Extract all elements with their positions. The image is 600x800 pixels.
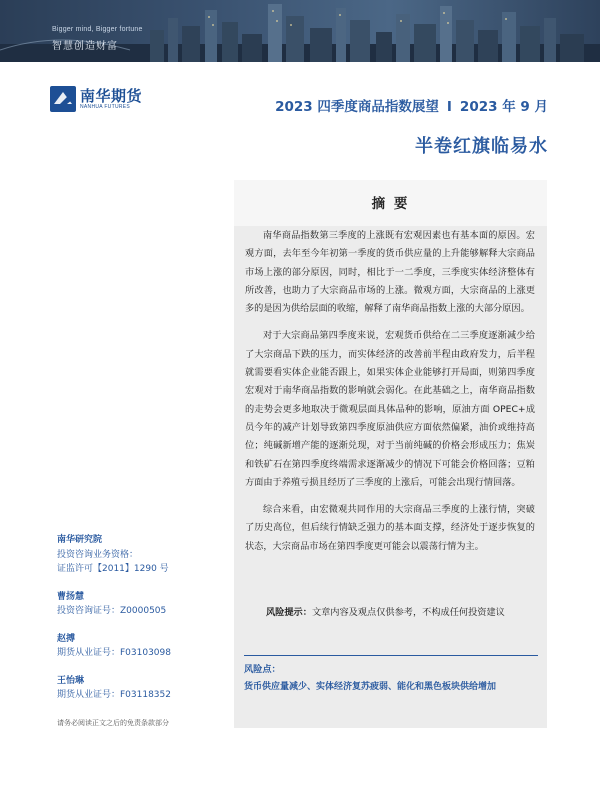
header-banner: [0, 0, 600, 62]
risk-tip: [266, 604, 505, 618]
slogan-en: Bigger mind, Bigger fortune: [52, 26, 143, 33]
company-logo: [50, 86, 142, 112]
author-block: [57, 674, 227, 703]
author-list: [57, 533, 227, 716]
author-name: 曹扬慧: [57, 591, 85, 602]
summary-paragraph: 对于大宗商品第四季度来说，宏观货币供给在二三季度逐渐减少给了大宗商品下跌的压力，而实体经济的改善前半程由政府发力，后半程就需要看实体企业能否跟上，如果实体企业能够打开局面，则第四季度宏观对于南华商品指数的影响就会弱化。在此基础之上，南华商品指数的走势会更多地取决于微观层面具体品种的影响，原油方面 OPEC+成员今年的减产计划导致第四季度原油供应方面依然偏紧，油价或维持高位；纯碱新增产能的逐渐兑现，对于当前纯碱的价格会形成压力；焦炭和铁矿石在第四季度终端需求逐渐减少的情况下可能会价格回落；豆粕方面由于养殖亏损且经历了三季度的上涨后，可能会出现行情回落。: [245, 330, 535, 488]
author-credential: 期货从业证号：F03103098: [57, 648, 171, 658]
report-date: 2023 年 9 月: [459, 99, 548, 115]
author-block: [57, 533, 227, 577]
author-block: [57, 590, 227, 619]
slogan-cn: 智慧创造财富: [52, 41, 118, 52]
logo-name-cn: 南华期货: [80, 87, 143, 105]
summary-body: [245, 227, 535, 565]
risk-point-label: 风险点：: [244, 664, 281, 675]
summary-header: [234, 180, 547, 226]
author-credential: 投资咨询证号：Z0000505: [57, 606, 167, 616]
report-title: 2023 四季度商品指数展望: [275, 99, 439, 115]
author-name: 王怡琳: [57, 675, 85, 686]
risk-tip-label: 风险提示：: [266, 607, 312, 618]
summary-paragraph: 综合来看，由宏微观共同作用的大宗商品三季度的上涨行情，突破了历史高位，但后续行情缺乏强力的基本面支撑，经济处于逐步恢复的状态，大宗商品市场在第四季度更可能会以震荡行情为主。: [245, 504, 535, 552]
risk-divider: [244, 655, 538, 656]
risk-tip-text: 文章内容及观点仅供参考，不构成任何投资建议: [311, 607, 505, 618]
summary-paragraph: 南华商品指数第三季度的上涨既有宏观因素也有基本面的原因。宏观方面，去年至今年初第一季度的货币供应量的上升能够解释大宗商品市场上涨的部分原因，同时，相比于一二季度，三季度实体经济整体有所改善，也助力了大宗商品市场的上涨。微观方面，大宗商品的上涨更多的是因为供给层面的收缩，解释了南华商品指数上涨的大部分原因。: [245, 230, 535, 315]
author-credential: 投资咨询业务资格：: [57, 549, 139, 560]
author-block: [57, 632, 227, 661]
report-title-line: [275, 95, 548, 115]
nanhua-logo-icon: [50, 86, 76, 112]
risk-point-text: 货币供应量减少、实体经济复苏疲弱、能化和黑色板块供给增加: [244, 682, 497, 692]
disclaimer-note: 请务必阅读正文之后的免责条款部分: [57, 719, 169, 727]
author-name: 南华研究院: [57, 535, 103, 545]
author-name: 赵搏: [57, 633, 76, 644]
title-separator: I: [446, 99, 452, 115]
logo-name-en: NANHUA FUTURES: [80, 104, 131, 110]
author-credential: 期货从业证号：F03118352: [57, 690, 171, 700]
summary-heading: 摘 要: [371, 196, 410, 212]
author-credential: 证监许可【2011】1290 号: [57, 564, 169, 574]
main-title: 半卷红旗临易水: [415, 136, 548, 157]
